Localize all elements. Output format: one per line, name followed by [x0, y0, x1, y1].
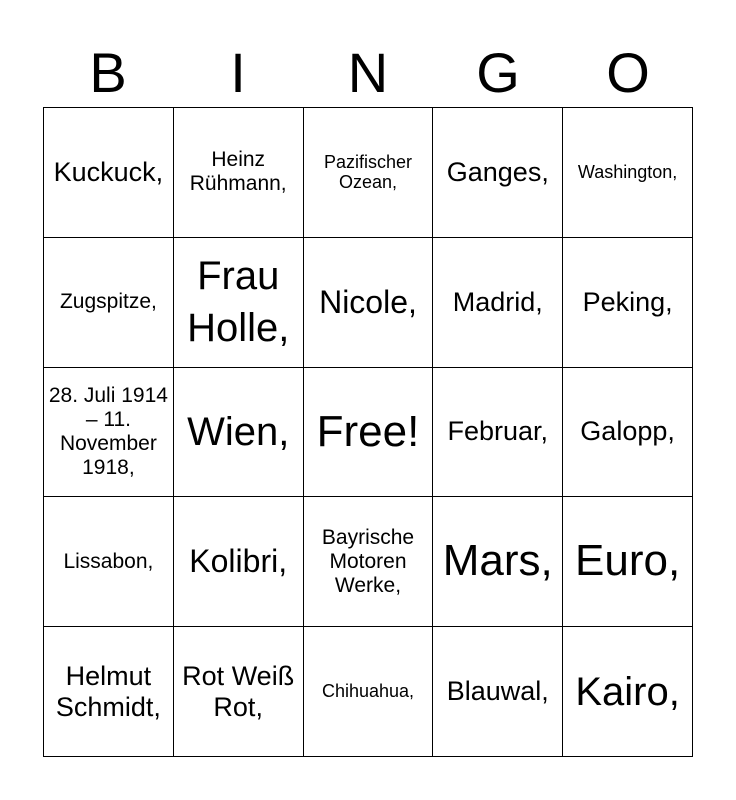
header-letter-n: N [347, 41, 389, 104]
bingo-header [43, 38, 693, 108]
bingo-cell-r4-c2: Kolibri, [174, 497, 304, 627]
bingo-cell-r5-c2: Rot Weiß Rot, [174, 627, 304, 757]
header-letter-g: G [476, 41, 520, 104]
bingo-cell-r2-c2: Frau Holle, [174, 238, 304, 368]
bingo-cell-r4-c5: Euro, [563, 497, 693, 627]
header-letter-o: O [606, 41, 650, 104]
bingo-cell-r2-c4: Madrid, [433, 238, 563, 368]
bingo-cell-r5-c5: Kairo, [563, 627, 693, 757]
bingo-cell-r1-c2: Heinz Rühmann, [174, 108, 304, 238]
bingo-cell-r5-c3: Chihuahua, [304, 627, 434, 757]
bingo-cell-r1-c1: Kuckuck, [44, 108, 174, 238]
bingo-cell-r3-c5: Galopp, [563, 368, 693, 498]
header-letter-i: I [230, 41, 246, 104]
bingo-cell-r1-c5: Washington, [563, 108, 693, 238]
bingo-cell-r4-c1: Lissabon, [44, 497, 174, 627]
bingo-cell-r3-c2: Wien, [174, 368, 304, 498]
header-letter-b: B [89, 41, 127, 104]
bingo-cell-r3-c1: 28. Juli 1914 – 11. November 1918, [44, 368, 174, 498]
bingo-cell-r2-c5: Peking, [563, 238, 693, 368]
bingo-cell-r3-c4: Februar, [433, 368, 563, 498]
bingo-board [43, 107, 693, 757]
free-space-cell: Free! [304, 368, 434, 498]
bingo-cell-r5-c4: Blauwal, [433, 627, 563, 757]
bingo-cell-r2-c3: Nicole, [304, 238, 434, 368]
bingo-cell-r1-c3: Pazifischer Ozean, [304, 108, 434, 238]
bingo-cell-r4-c3: Bayrische Motoren Werke, [304, 497, 434, 627]
bingo-cell-r2-c1: Zugspitze, [44, 238, 174, 368]
bingo-cell-r4-c4: Mars, [433, 497, 563, 627]
bingo-cell-r5-c1: Helmut Schmidt, [44, 627, 174, 757]
bingo-cell-r1-c4: Ganges, [433, 108, 563, 238]
